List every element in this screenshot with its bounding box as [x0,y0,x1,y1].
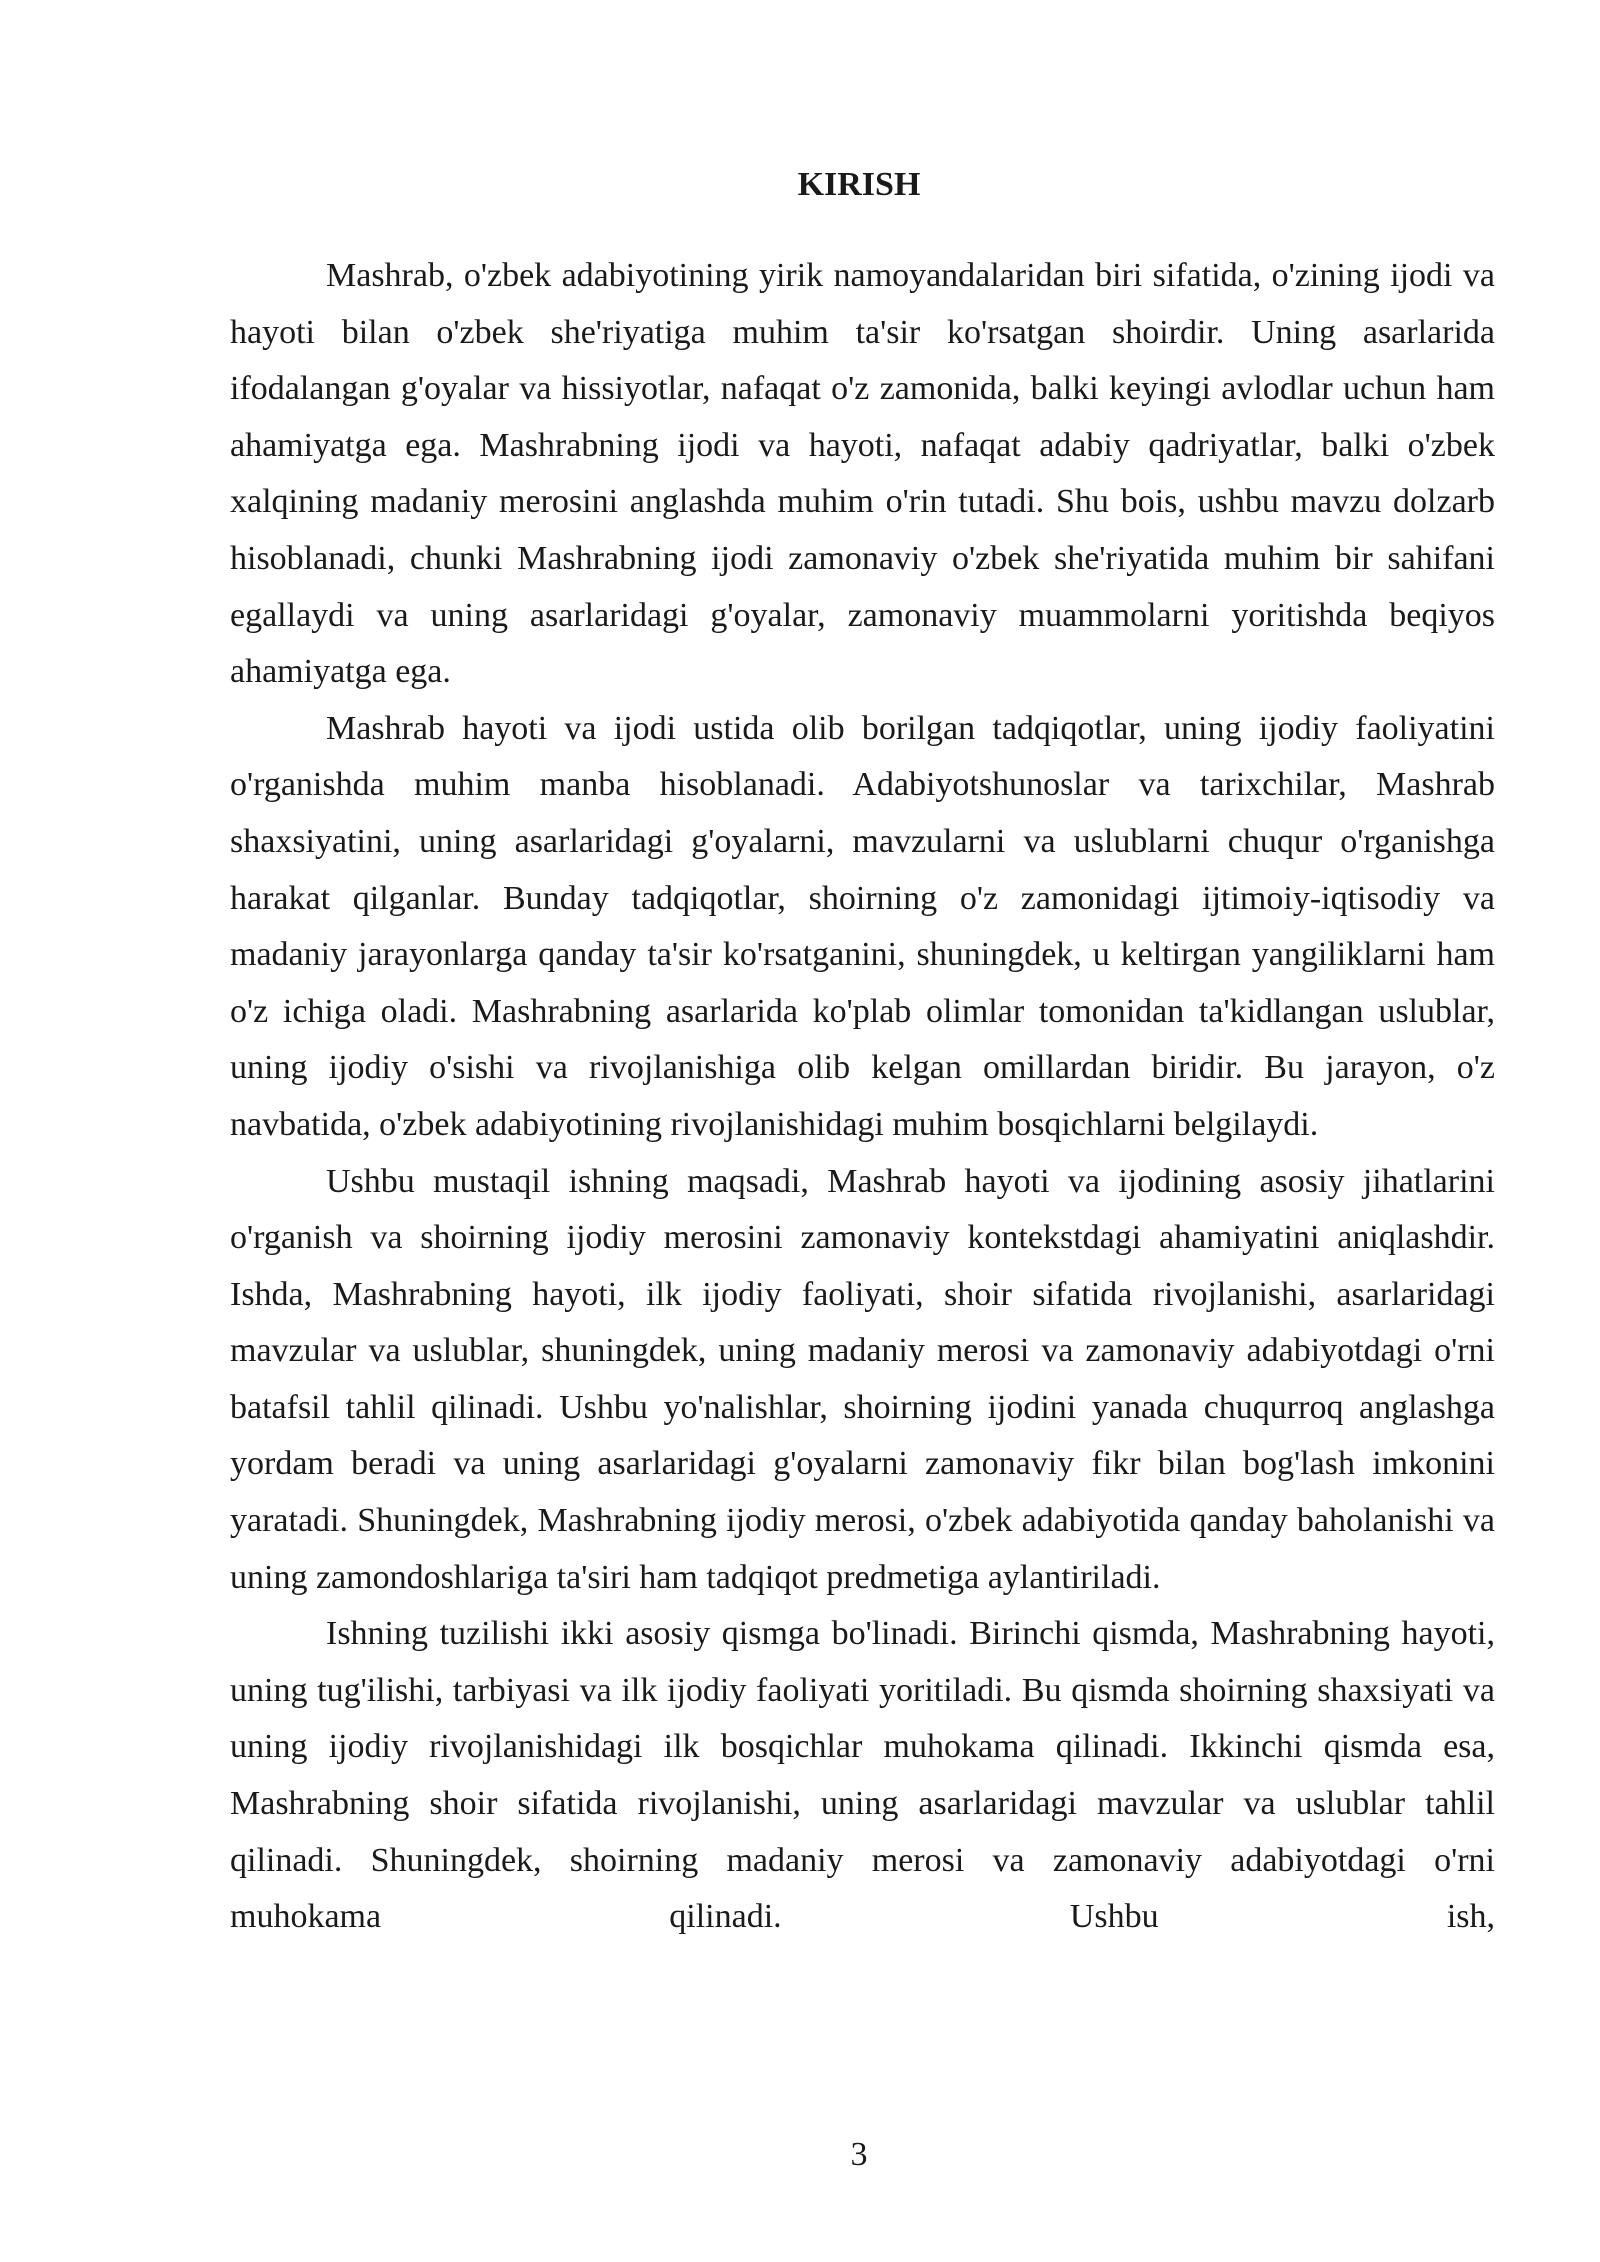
paragraph-4: Ishning tuzilishi ikki asosiy qismga bo'linadi. Birinchi qismda, Mashrabning hayoti, uning tug'ilishi, tarbiyasi va ilk ijodiy faoliyati yoritiladi. Bu qismda shoirning shaxsiyati va uning ijodiy rivojlanishidagi ilk bosqichlar muhokama qilinadi. Ikkinchi qismda esa, Mashrabning shoir sifatida rivojlanishi, uning asarlaridagi mavzular va uslublar tahlil qilinadi. Shuningdek, shoirning madaniy merosi va zamonaviy adabiyotdagi o'rni muhokama qilinadi. Ushbu ish, [230,1615,1495,1936]
page-number: 3 [850,2136,868,2173]
body-text [230,248,1495,1946]
paragraph-1: Mashrab, o'zbek adabiyotining yirik namoyandalaridan biri sifatida, o'zining ijodi va hayoti bilan o'zbek she'riyatiga muhim ta'sir ko'rsatgan shoirdir. Uning asarlarida ifodalangan g'oyalar va hissiyotlar, nafaqat o'z zamonida, balki keyingi avlodlar uchun ham ahamiyatga ega. Mashrabning ijodi va hayoti, nafaqat adabiy qadriyatlar, balki o'zbek xalqining madaniy merosini anglashda muhim o'rin tutadi. Shu bois, ushbu mavzu dolzarb hisoblanadi, chunki Mashrabning ijodi zamonaviy o'zbek she'riyatida muhim bir sahifani egallaydi va uning asarlaridagi g'oyalar, zamonaviy muammolarni yoritishda beqiyos ahamiyatga ega. [230,257,1495,691]
paragraph-3: Ushbu mustaqil ishning maqsadi, Mashrab hayoti va ijodining asosiy jihatlarini o'rganish va shoirning ijodiy merosini zamonaviy kontekstdagi ahamiyatini aniqlashdir. Ishda, Mashrabning hayoti, ilk ijodiy faoliyati, shoir sifatida rivojlanishi, asarlaridagi mavzular va uslublar, shuningdek, uning madaniy merosi va zamonaviy adabiyotdagi o'rni batafsil tahlil qilinadi. Ushbu yo'nalishlar, shoirning ijodini yanada chuqurroq anglashga yordam beradi va uning asarlaridagi g'oyalarni zamonaviy fikr bilan bog'lash imkonini yaratadi. Shuningdek, Mashrabning ijodiy merosi, o'zbek adabiyotida qanday baholanishi va uning zamondoshlariga ta'siri ham tadqiqot predmetiga aylantiriladi. [230,1162,1495,1596]
paragraph-2: Mashrab hayoti va ijodi ustida olib borilgan tadqiqotlar, uning ijodiy faoliyatini o'rganishda muhim manba hisoblanadi. Adabiyotshunoslar va tarixchilar, Mashrab shaxsiyatini, uning asarlaridagi g'oyalarni, mavzularni va uslublarni chuqur o'rganishga harakat qilganlar. Bunday tadqiqotlar, shoirning o'z zamonidagi ijtimoiy-iqtisodiy va madaniy jarayonlarga qanday ta'sir ko'rsatganini, shuningdek, u keltirgan yangiliklarni ham o'z ichiga oladi. Mashrabning asarlarida ko'plab olimlar tomonidan ta'kidlangan uslublar, uning ijodiy o'sishi va rivojlanishiga olib kelgan omillardan biridir. Bu jarayon, o'z navbatida, o'zbek adabiyotining rivojlanishidagi muhim bosqichlarni belgilaydi. [230,709,1495,1143]
section-title: KIRISH [797,166,921,203]
